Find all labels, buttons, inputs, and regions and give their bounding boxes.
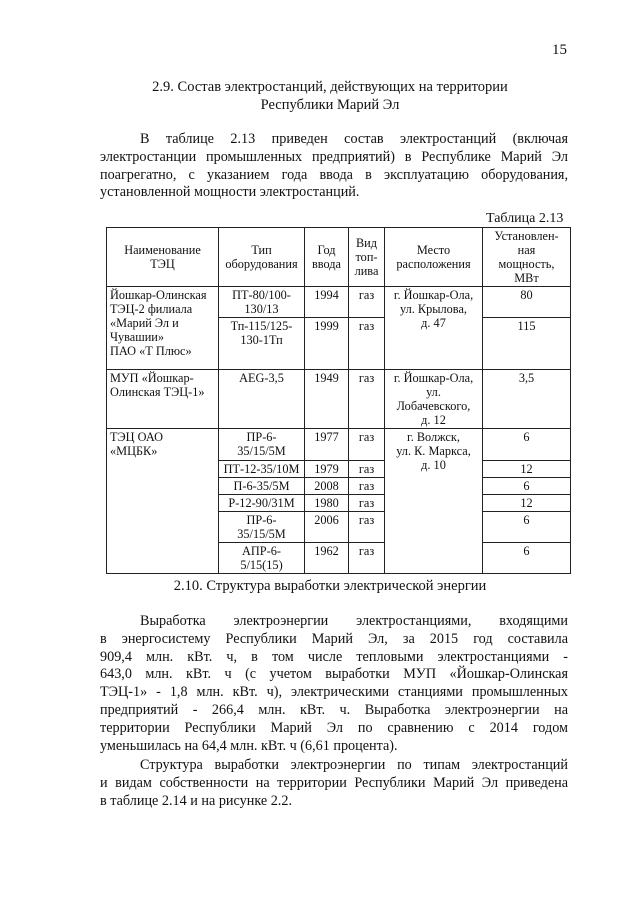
equipment-type: ПР-6- 35/15/5М xyxy=(219,429,305,461)
location-tec2: г. Йошкар-Ола, ул. Крылова, д. 47 xyxy=(385,287,483,370)
capacity-mw: 6 xyxy=(483,543,571,574)
fuel-type: газ xyxy=(349,478,385,495)
equipment-type: АПР-6- 5/15(15) xyxy=(219,543,305,574)
plant-name-tec1: МУП «Йошкар- Олинская ТЭЦ-1» xyxy=(107,370,219,429)
fuel-type: газ xyxy=(349,495,385,512)
structure-paragraph: Структура выработки электроэнергии по типам электростанций и видам собственности на территории Республики Марий Эл приведена в таблице 2.14 и на рисунке 2.2. xyxy=(100,757,568,809)
fuel-type: газ xyxy=(349,512,385,543)
equipment-type: AEG-3,5 xyxy=(219,370,305,429)
header-capacity: Установлен- ная мощность, МВт xyxy=(483,228,571,287)
equipment-type: П-6-35/5М xyxy=(219,478,305,495)
equipment-type: ПТ-12-35/10М xyxy=(219,461,305,478)
fuel-type: газ xyxy=(349,429,385,461)
equipment-type: ПР-6- 35/15/5М xyxy=(219,512,305,543)
fuel-type: газ xyxy=(349,370,385,429)
header-location: Место расположения xyxy=(385,228,483,287)
table-row xyxy=(107,429,571,461)
header-name: Наименование ТЭЦ xyxy=(107,228,219,287)
equipment-type: Тп-115/125- 130-1Тп xyxy=(219,318,305,370)
plant-name-tec2: Йошкар-Олинская ТЭЦ-2 филиала «Марий Эл и Чувашии» ПАО «Т Плюс» xyxy=(107,287,219,370)
equipment-type: ПТ-80/100- 130/13 xyxy=(219,287,305,318)
commission-year: 1962 xyxy=(305,543,349,574)
header-type: Тип оборудования xyxy=(219,228,305,287)
capacity-mw: 3,5 xyxy=(483,370,571,429)
intro-paragraph: В таблице 2.13 приведен состав электростанций (включая электростанции промышленных предприятий) в Республике Марий Эл поагрегатно, с указанием года ввода в эксплуатацию оборудования, установленной мощности электростанций. xyxy=(100,131,568,201)
header-year: Год ввода xyxy=(305,228,349,287)
commission-year: 1977 xyxy=(305,429,349,461)
capacity-mw: 80 xyxy=(483,287,571,318)
power-plants-table xyxy=(106,227,571,574)
location-mcbk: г. Волжск, ул. К. Маркса, д. 10 xyxy=(385,429,483,574)
commission-year: 1994 xyxy=(305,287,349,318)
section-2-9-title: 2.9. Состав электростанций, действующих на территории Республики Марий Эл xyxy=(152,79,508,113)
table-row xyxy=(107,287,571,318)
capacity-mw: 12 xyxy=(483,495,571,512)
location-tec1: г. Йошкар-Ола, ул. Лобачевского, д. 12 xyxy=(385,370,483,429)
commission-year: 1980 xyxy=(305,495,349,512)
commission-year: 1999 xyxy=(305,318,349,370)
commission-year: 1949 xyxy=(305,370,349,429)
fuel-type: газ xyxy=(349,287,385,318)
capacity-mw: 115 xyxy=(483,318,571,370)
page-number: 15 xyxy=(552,42,567,58)
commission-year: 1979 xyxy=(305,461,349,478)
equipment-type: Р-12-90/31М xyxy=(219,495,305,512)
table-header-row xyxy=(107,228,571,287)
capacity-mw: 6 xyxy=(483,478,571,495)
fuel-type: газ xyxy=(349,461,385,478)
section-2-10-title: 2.10. Структура выработки электрической энергии xyxy=(173,578,487,594)
table-row xyxy=(107,370,571,429)
fuel-type: газ xyxy=(349,543,385,574)
capacity-mw: 6 xyxy=(483,429,571,461)
commission-year: 2006 xyxy=(305,512,349,543)
table-caption: Таблица 2.13 xyxy=(486,211,564,226)
plant-name-mcbk: ТЭЦ ОАО «МЦБК» xyxy=(107,429,219,574)
header-fuel: Вид топ- лива xyxy=(349,228,385,287)
capacity-mw: 12 xyxy=(483,461,571,478)
commission-year: 2008 xyxy=(305,478,349,495)
fuel-type: газ xyxy=(349,318,385,370)
production-paragraph: Выработка электроэнергии электростанциями, входящими в энергосистему Республики Марий Эл, за 2015 год составила 909,4 млн. кВт. ч, в том числе тепловыми электростанциями - 643,0 млн. кВт. ч (с учетом выработки МУП «Йошкар-Олинская ТЭЦ-1» - 1,8 млн. кВт. ч), электрическими станциями промышленных предприятий - 266,4 млн. кВт. ч. Выработка электроэнергии на территории Республики Марий Эл по сравнению с 2014 годом уменьшилась на 64,4 млн. кВт. ч (6,61 процента). xyxy=(100,613,568,754)
capacity-mw: 6 xyxy=(483,512,571,543)
